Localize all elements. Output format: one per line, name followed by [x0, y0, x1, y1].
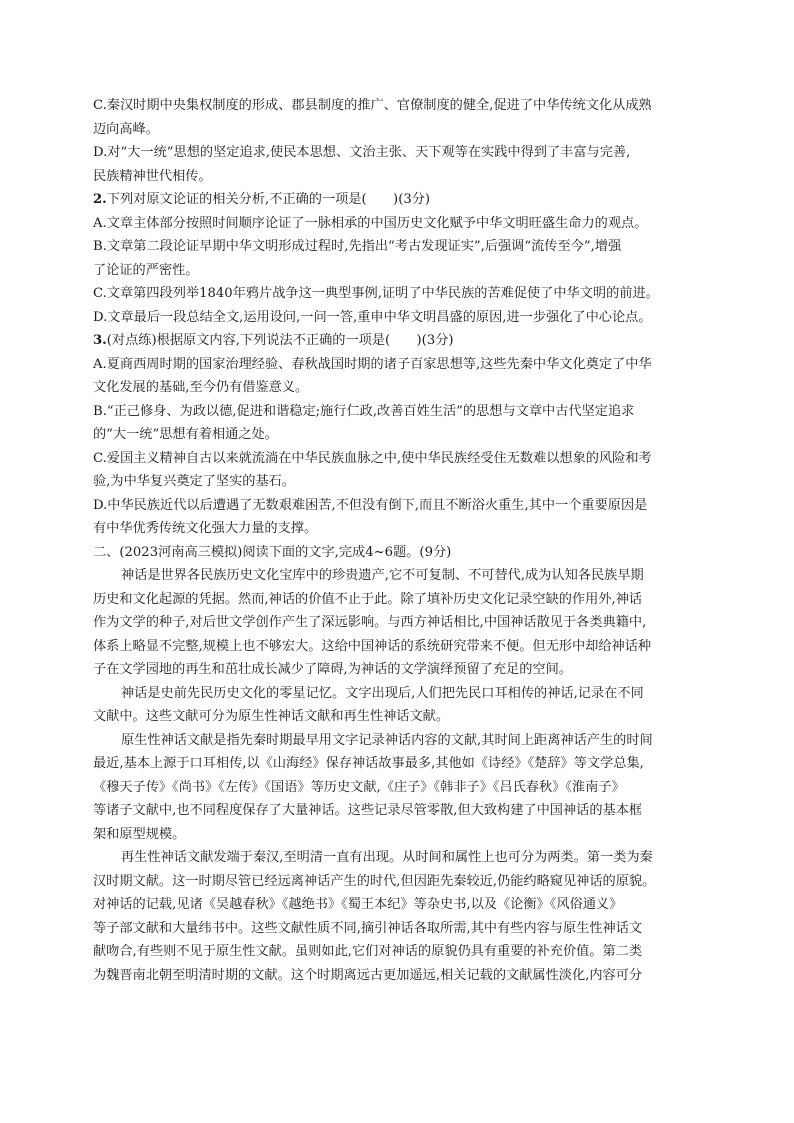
text-line: 民族精神世代相传。	[93, 168, 212, 184]
text-line: 历史和文化起源的凭据。然而,神话的价值不止于此。除了填补历史文化记录空缺的作用外,神话	[93, 591, 643, 607]
text-line: 体系上略显不完整,规模上也不够宏大。这给中国神话的系统研究带来不便。但无形中却给神话种	[93, 638, 652, 654]
question-number: 3.	[93, 333, 107, 348]
text-line: 献吻合,有些则不见于原生性文献。虽则如此,它们对神话的原貌仍具有重要的补充价值。第二类	[93, 944, 643, 959]
text-line: 文化发展的基础,至今仍有借鉴意义。	[93, 380, 309, 395]
text-line: A.文章主体部分按照时间顺序论证了一脉相承的中国历史文化赋予中华文明旺盛生命力的观点。	[93, 215, 648, 231]
question-text: (对点练)根据原文内容,下列说法不正确的一项是( )(3分)	[106, 333, 454, 348]
text-line: 了论证的严密性。	[93, 262, 199, 278]
text-line: B.文章第二段论证早期中华文明形成过程时,先指出“考古发现证实”,后强调“流传至今”,增强	[93, 239, 622, 254]
text-line: 作为文学的种子,对后世文学创作产生了深远影响。与西方神话相比,中国神话散见于各类典籍中,	[93, 615, 647, 630]
text-line: 文献中。这些文献可分为原生性神话文献和再生性神话文献。	[93, 709, 450, 724]
text-line: 汉时期文献。这一时期尽管已经远离神话产生的时代,但因距先秦较近,仍能约略窥见神话的原貌。	[93, 873, 656, 889]
paragraph-first-line: 神话是史前先民历史文化的零星记忆。文字出现后,人们把先民口耳相传的神话,记录在不同	[121, 685, 644, 701]
paragraph-first-line: 神话是世界各民族历史文化宝库中的珍贵遗产,它不可复制、不可替代,成为认知各民族早期	[121, 568, 644, 583]
paragraph-first-line: 原生性神话文献是指先秦时期最早用文字记录神话内容的文献,其时间上距离神话产生的时间	[121, 732, 653, 748]
text-line: D.文章最后一段总结全文,运用设问,一问一答,重申中华文明昌盛的原因,进一步强化了中心论点。	[93, 309, 652, 325]
text-line: 迈向高峰。	[93, 121, 159, 137]
text-line: 对神话的记载,见诸《吴越春秋》《越绝书》《蜀王本纪》等杂史书,以及《论衡》《风俗通义》	[93, 897, 623, 912]
text-line: C.秦汉时期中央集权制度的形成、郡县制度的推广、官僚制度的健全,促进了中华传统文化从成熟	[93, 98, 652, 113]
text-line: 等诸子文献中,也不同程度保存了大量神话。这些记录尽管零散,但大致构建了中国神话的基本框	[93, 803, 643, 818]
document-body	[93, 94, 713, 987]
text-line: A.夏商西周时期的国家治理经验、春秋战国时期的诸子百家思想等,这些先秦中华文化奠定了中华	[93, 356, 652, 372]
question-number: 2.	[93, 192, 107, 207]
text-line: 等子部文献和大量纬书中。这些文献性质不同,摘引神话各取所需,其中有些内容与原生性神话文	[93, 920, 643, 936]
text-line: 有中华优秀传统文化强大力量的支撑。	[93, 521, 318, 536]
question-text: 下列对原文论证的相关分析,不正确的一项是( )(3分)	[106, 192, 431, 207]
text-line: 为魏晋南北朝至明清时期的文献。这个时期离远古更加遥远,相关记载的文献属性淡化,内容可分	[93, 967, 643, 983]
text-line: B.“正己修身、为政以德,促进和谐稳定;施行仁政,改善百姓生活”的思想与文章中古代坚定追求	[93, 403, 635, 419]
text-line: 架和原型规模。	[93, 826, 186, 842]
paragraph-first-line: 再生性神话文献发端于秦汉,至明清一直有出现。从时间和属性上也可分为两类。第一类为秦	[121, 850, 653, 865]
text-line: 二、(2023河南高三模拟)阅读下面的文字,完成4~6题。(9分)	[93, 544, 452, 560]
text-line: 子在文学园地的再生和茁壮成长减少了障碍,为神话的文学演绎预留了充足的空间。	[93, 662, 572, 677]
text-line: 《穆天子传》《尚书》《左传》《国语》等历史文献,《庄子》《韩非子》《吕氏春秋》《淮南子》	[93, 779, 625, 795]
text-line	[93, 329, 713, 353]
text-line: C.爱国主义精神自古以来就流淌在中华民族血脉之中,使中华民族经受住无数难以想象的风险和考	[93, 450, 652, 466]
text-line: D.中华民族近代以后遭遇了无数艰难困苦,不但没有倒下,而且不断浴火重生,其中一个重要原因是	[93, 497, 648, 513]
text-line	[93, 188, 713, 212]
text-line: D.对“大一统”思想的坚定追求,使民本思想、文治主张、天下观等在实践中得到了丰富与完善,	[93, 145, 631, 160]
text-line: C.文章第四段列举1840年鸦片战争这一典型事例,证明了中华民族的苦难促使了中华文明的前进。	[93, 286, 659, 301]
text-line: 验,为中华复兴奠定了坚实的基石。	[93, 474, 296, 489]
text-line: 的“大一统”思想有着相通之处。	[93, 427, 278, 442]
text-line: 最近,基本上源于口耳相传,以《山海经》保存神话故事最多,其他如《诗经》《楚辞》等文学总集,	[93, 756, 644, 771]
